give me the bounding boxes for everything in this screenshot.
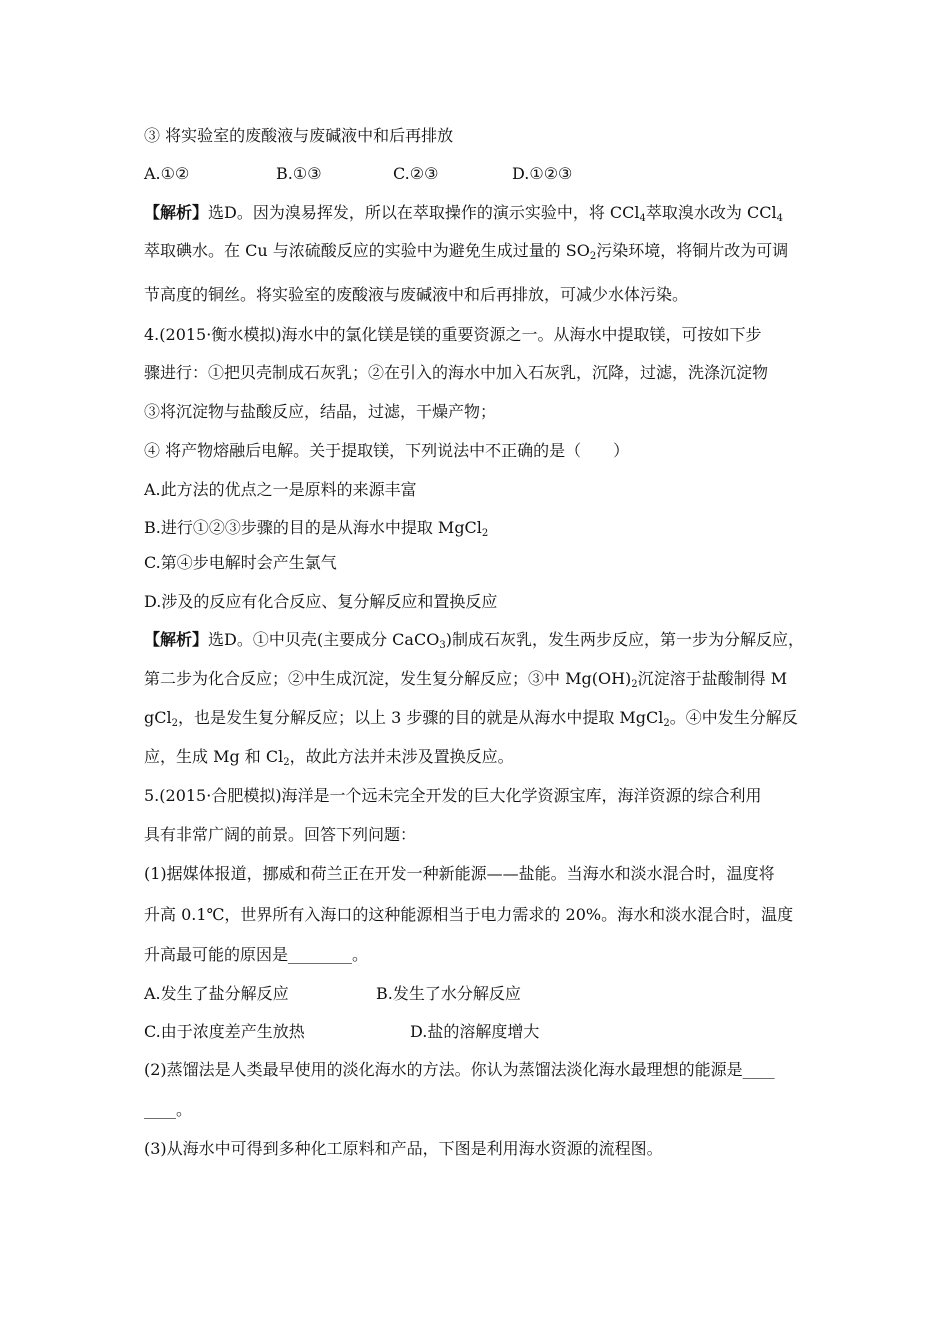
analysis-label: 【解析】 (144, 203, 209, 222)
q4-analysis-line-2: 第二步为化合反应；②中生成沉淀，发生复分解反应；③中 $Mg(OH)_2$沉淀溶于盐酸制得 M (144, 669, 788, 690)
q3-statement-3: ③ 将实验室的废酸液与废碱液中和后再排放 (144, 126, 454, 145)
q5-stem-line-1: 5.(2015·合肥模拟)海洋是一个远未完全开发的巨大化学资源宝库，海洋资源的综合利用 (144, 786, 762, 805)
q4-stem-line-1: 4.(2015·衡水模拟)海水中的氯化镁是镁的重要资源之一。从海水中提取镁，可按如下步 (144, 325, 762, 344)
q5-part1-line-3: 升高最可能的原因是________。 (144, 945, 369, 964)
q3-option-a: A.①② (144, 164, 190, 183)
q3-analysis-line-3: 节高度的铜丝。将实验室的废酸液与废碱液中和后再排放，可减少水体污染。 (144, 285, 689, 304)
q3-analysis-line-2: 萃取碘水。在 Cu 与浓硫酸反应的实验中为避免生成过量的 $SO_2$污染环境，将铜片改为可调 (144, 241, 789, 262)
q5-options-row-2 (0, 1022, 950, 1042)
q4-option-c: C.第④步电解时会产生氯气 (144, 553, 337, 572)
q4-analysis-line-4: 应，生成 Mg 和 $Cl_2$，故此方法并未涉及置换反应。 (144, 747, 514, 768)
q4-analysis-line-1: 【解析】选D。①中贝壳(主要成分 CaCO$_3$)制成石灰乳，发生两步反应，第一步为分解反应， (144, 630, 804, 651)
q3-option-b: B.①③ (276, 164, 322, 183)
q3-analysis-line-1: 【解析】选D。因为溴易挥发，所以在萃取操作的演示实验中，将 CCl$_4$萃取溴水改为 CCl$_4$ (144, 203, 783, 224)
q5-options-row-1 (0, 984, 950, 1004)
q5-part2-line-1: (2)蒸馏法是人类最早使用的淡化海水的方法。你认为蒸馏法淡化海水最理想的能源是____ (144, 1060, 775, 1079)
analysis-label: 【解析】 (144, 630, 209, 649)
q4-analysis-line-3: gCl$_2$，也是发生复分解反应；以上 3 步骤的目的就是从海水中提取 MgCl$_2$。④中发生分解反 (144, 708, 798, 729)
q4-stem-line-2: 骤进行：①把贝壳制成石灰乳；②在引入的海水中加入石灰乳，沉降，过滤，洗涤沉淀物 (144, 363, 769, 382)
q5-part3-line-1: (3)从海水中可得到多种化工原料和产品，下图是利用海水资源的流程图。 (144, 1139, 663, 1158)
q3-option-d: D.①②③ (512, 164, 573, 183)
q5-option-c: C.由于浓度差产生放热 (144, 1022, 305, 1041)
q4-option-a: A.此方法的优点之一是原料的来源丰富 (144, 480, 417, 499)
q5-option-d: D.盐的溶解度增大 (410, 1022, 540, 1041)
q4-option-b: B.进行①②③步骤的目的是从海水中提取 MgCl$_2$ (144, 518, 489, 539)
q5-option-a: A.发生了盐分解反应 (144, 984, 289, 1003)
q3-options (0, 164, 950, 184)
q5-part1-line-2: 升高 0.1℃，世界所有入海口的这种能源相当于电力需求的 20%。海水和淡水混合时，温度 (144, 905, 794, 924)
q4-stem-line-4: ④ 将产物熔融后电解。关于提取镁，下列说法中不正确的是（ ） (144, 441, 630, 460)
q3-option-c: C.②③ (393, 164, 439, 183)
q5-part2-line-2: ____。 (144, 1100, 193, 1119)
q5-stem-line-2: 具有非常广阔的前景。回答下列问题： (144, 825, 417, 844)
q5-part1-line-1: (1)据媒体报道，挪威和荷兰正在开发一种新能源——盐能。当海水和淡水混合时，温度将 (144, 864, 775, 883)
q4-stem-line-3: ③将沉淀物与盐酸反应，结晶，过滤，干燥产物； (144, 402, 497, 421)
q4-option-d: D.涉及的反应有化合反应、复分解反应和置换反应 (144, 592, 498, 611)
q5-option-b: B.发生了水分解反应 (376, 984, 521, 1003)
